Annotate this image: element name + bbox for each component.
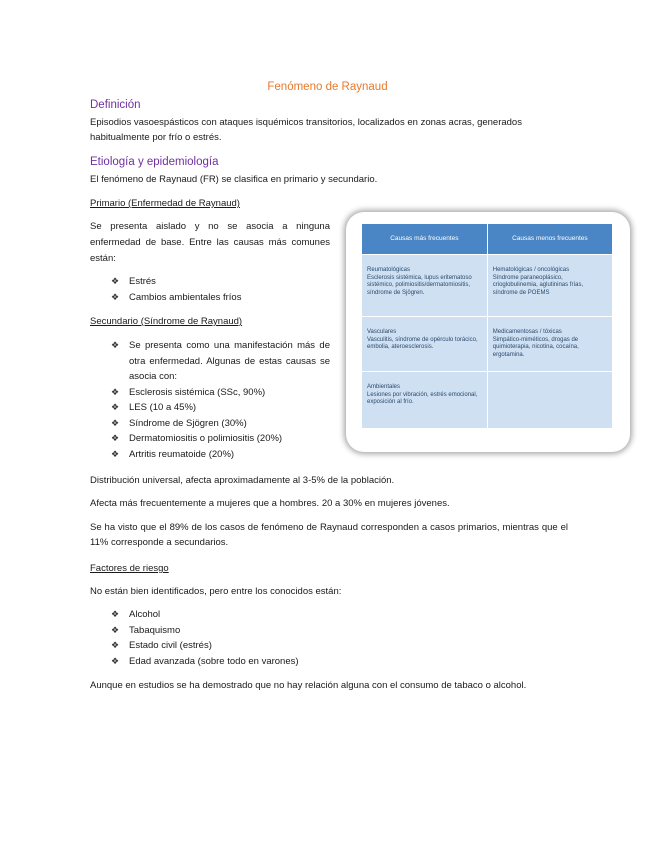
diamond-bullet-icon: ❖ (111, 402, 120, 412)
table-cell: Medicamentosas / tóxicas Simpático-miméticos, drogas de quimioterapia, nicotina, cocaína, ergotamina. (487, 317, 612, 372)
list-item: ❖ LES (10 a 45%) (111, 400, 330, 416)
list-item: ❖ Cambios ambientales fríos (111, 290, 241, 306)
table-row (362, 255, 613, 317)
diamond-bullet-icon: ❖ (111, 276, 120, 286)
page-title: Fenómeno de Raynaud (267, 81, 388, 93)
factores-intro: No están bien identificados, pero entre los conocidos están: (90, 586, 342, 597)
factores-closing: Aunque en estudios se ha demostrado que no hay relación alguna con el consumo de tabaco o alcohol. (90, 680, 527, 691)
paragraph-percentages: Se ha visto que el 89% de los casos de fenómeno de Raynaud corresponden a casos primarios, mientras que el 11% corresponde a secundarios. (90, 522, 568, 548)
table-cell: Reumatológicas Esclerosis sistémica, lupus eritematoso sistémico, polimiositis/dermatomiositis, síndrome de Sjögren. (362, 255, 487, 317)
etiologia-heading: Etiología y epidemiología (90, 156, 219, 168)
table-row (362, 317, 613, 372)
primario-text: Se presenta aislado y no se asocia a ninguna enfermedad de base. Entre las causas más comunes están: (90, 221, 330, 264)
diamond-bullet-icon: ❖ (111, 340, 120, 350)
diamond-bullet-icon: ❖ (111, 640, 120, 650)
list-item: ❖ Síndrome de Sjögren (30%) (111, 416, 330, 432)
list-item: ❖ Esclerosis sistémica (SSc, 90%) (111, 385, 330, 401)
definicion-heading: Definición (90, 99, 141, 111)
list-item: ❖ Estrés (111, 274, 241, 290)
etiologia-intro: El fenómeno de Raynaud (FR) se clasifica en primario y secundario. (90, 174, 378, 185)
diamond-bullet-icon: ❖ (111, 433, 120, 443)
diamond-bullet-icon: ❖ (111, 624, 120, 635)
table-header: Causas más frecuentes (362, 224, 487, 255)
secundario-list (111, 338, 330, 462)
list-item: ❖ Edad avanzada (sobre todo en varones) (111, 654, 299, 670)
diamond-bullet-icon: ❖ (111, 417, 120, 428)
list-item: ❖ Estado civil (estrés) (111, 638, 299, 654)
table-row (362, 372, 613, 428)
table-cell (487, 372, 612, 428)
list-item: ❖ Alcohol (111, 607, 299, 623)
diamond-bullet-icon: ❖ (111, 655, 120, 666)
paragraph-distribution: Distribución universal, afecta aproximadamente al 3-5% de la población. (90, 475, 395, 486)
paragraph-gender: Afecta más frecuentemente a mujeres que a hombres. 20 a 30% en mujeres jóvenes. (90, 498, 450, 509)
causes-table (362, 224, 613, 428)
factores-title: Factores de riesgo (90, 563, 169, 574)
primario-list (111, 274, 241, 305)
list-item: ❖ Se presenta como una manifestación más de otra enfermedad. Algunas de estas causas se asocia con: (111, 338, 330, 385)
table-cell: Hematológicas / oncológicas Síndrome paraneoplásico, crioglobulinemia, aglutininas frías, síndrome de POEMS (487, 255, 612, 317)
definicion-text: Episodios vasoespásticos con ataques isquémicos transitorios, localizados en zonas acras, generados habitualmente por frío o estrés. (90, 117, 522, 143)
diamond-bullet-icon: ❖ (111, 386, 120, 397)
diamond-bullet-icon: ❖ (111, 291, 120, 302)
list-item: ❖ Artritis reumatoide (20%) (111, 447, 330, 463)
list-item: ❖ Dermatomiositis o polimiositis (20%) (111, 431, 330, 447)
diamond-bullet-icon: ❖ (111, 448, 120, 459)
table-cell: Vasculares Vasculitis, síndrome de opérculo torácico, embolia, ateroesclerosis. (362, 317, 487, 372)
table-cell: Ambientales Lesiones por vibración, estrés emocional, exposición al frío. (362, 372, 487, 428)
table-header: Causas menos frecuentes (487, 224, 612, 255)
factores-list (111, 607, 299, 669)
primario-title: Primario (Enfermedad de Raynaud) (90, 198, 240, 209)
causes-figure (346, 212, 630, 452)
diamond-bullet-icon: ❖ (111, 609, 120, 619)
list-item: ❖ Tabaquismo (111, 623, 299, 639)
secundario-title: Secundario (Síndrome de Raynaud) (90, 316, 243, 327)
